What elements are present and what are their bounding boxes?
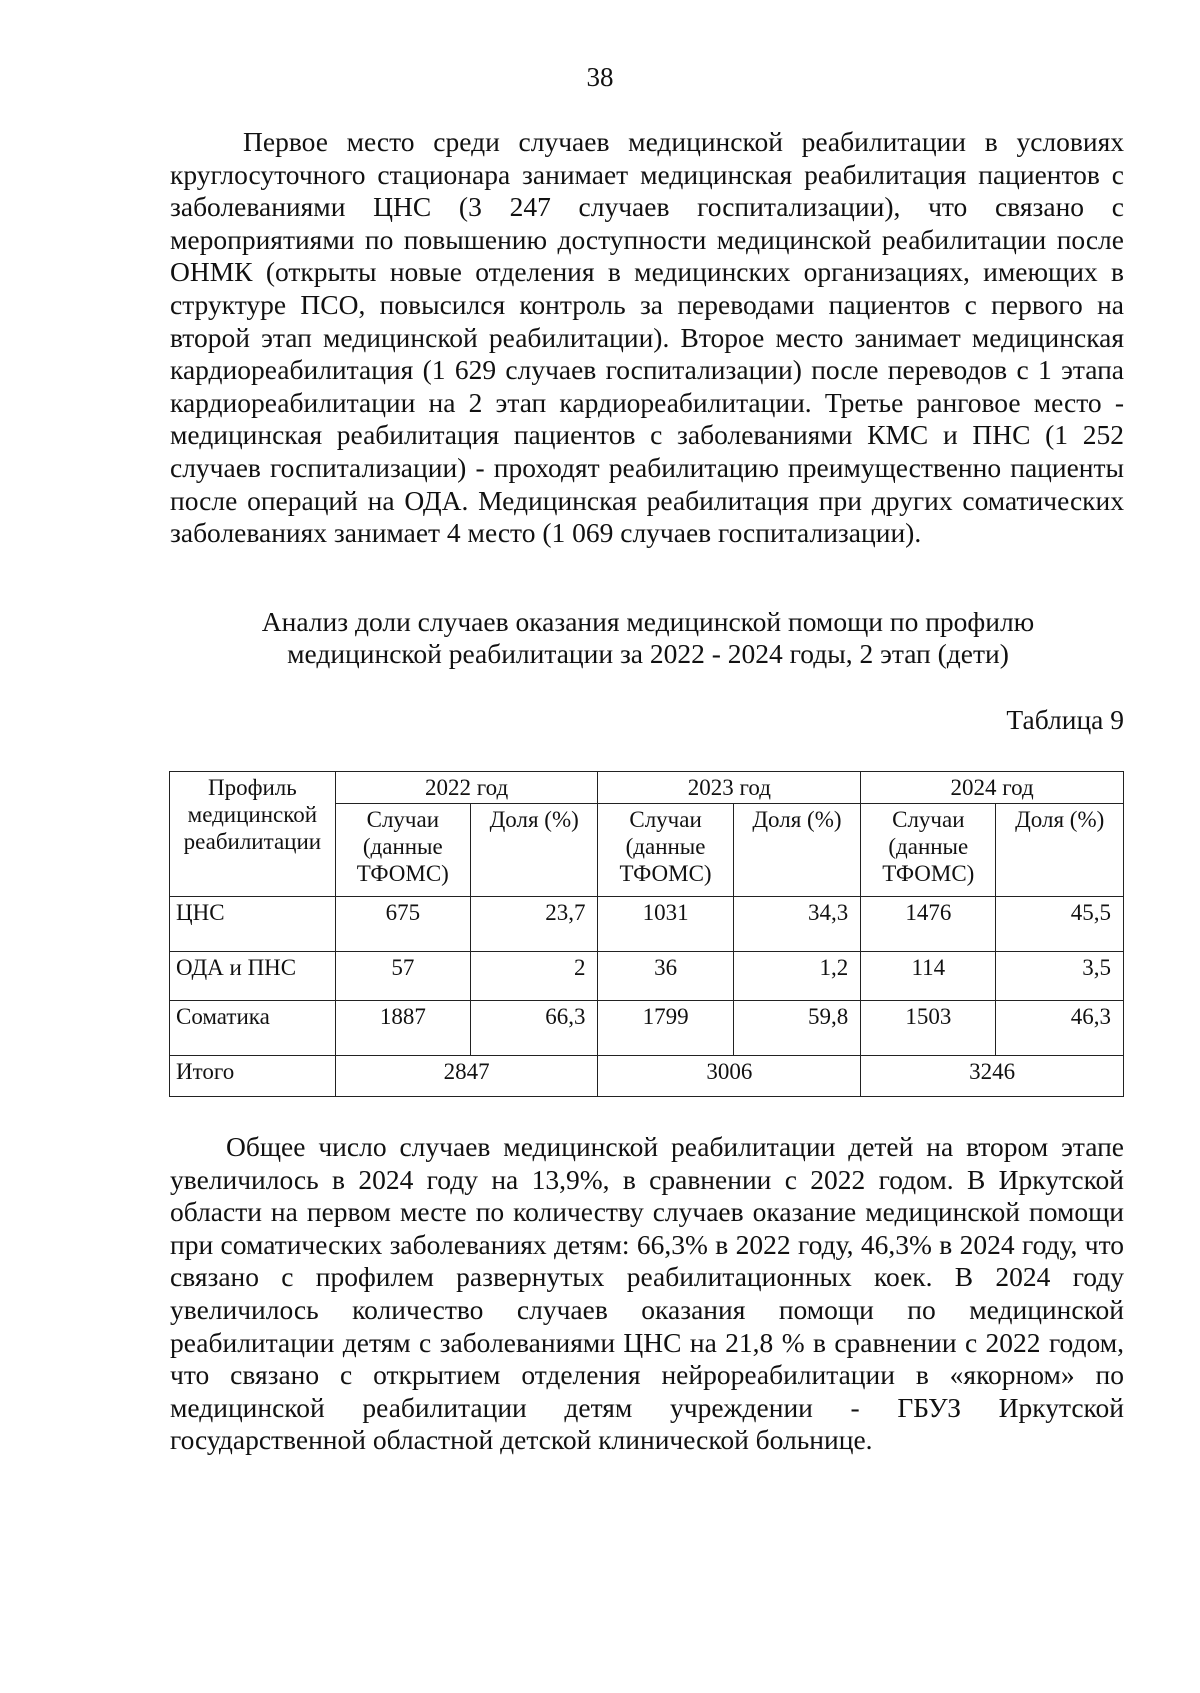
cell-share-2024: 46,3 xyxy=(996,1001,1124,1056)
cases-header-2022: Случаи (данные ТФОМС) xyxy=(335,804,470,897)
section-title-line-1: Анализ доли случаев оказания медицинской помощи по профилю xyxy=(261,606,1035,637)
cell-share-2022: 66,3 xyxy=(470,1001,598,1056)
cell-share-2023: 59,8 xyxy=(733,1001,861,1056)
cell-cases-2024: 1476 xyxy=(861,897,996,952)
table-total-row xyxy=(170,1056,1124,1097)
year-header-2022: 2022 год xyxy=(335,772,598,804)
cell-cases-2022: 1887 xyxy=(335,1001,470,1056)
share-header-2024: Доля (%) xyxy=(996,804,1124,897)
cell-share-2024: 3,5 xyxy=(996,952,1124,1001)
cell-share-2022: 23,7 xyxy=(470,897,598,952)
row-label: ОДА и ПНС xyxy=(170,952,336,1001)
table-caption: Таблица 9 xyxy=(1006,704,1124,735)
row-label: ЦНС xyxy=(170,897,336,952)
cell-cases-2023: 36 xyxy=(598,952,733,1001)
share-header-2022: Доля (%) xyxy=(470,804,598,897)
table-row xyxy=(170,1001,1124,1056)
section-title xyxy=(200,606,1096,670)
total-2024: 3246 xyxy=(861,1056,1124,1097)
total-label: Итого xyxy=(170,1056,336,1097)
cell-cases-2024: 114 xyxy=(861,952,996,1001)
cell-cases-2022: 57 xyxy=(335,952,470,1001)
year-header-2023: 2023 год xyxy=(598,772,861,804)
profile-header-cell: Профиль медицинской реабилитации xyxy=(170,772,336,897)
table-row xyxy=(170,897,1124,952)
paragraph-children-rehab-summary: Общее число случаев медицинской реабилитации детей на втором этапе увеличилось в 2024 году на 13,9%, в сравнении с 2022 годом. В Иркутской области на первом месте по количеству случаев оказание медицинской помощи при соматических заболеваниях детям: 66,3% в 2022 году, 46,3% в 2024 году, что связано с профилем развернутых реабилитационных коек. В 2024 году увеличилось количество случаев оказания помощи по медицинской реабилитации детям с заболеваниями ЦНС на 21,8 % в сравнении с 2022 годом, что связано с открытием отделения нейрореабилитации в «якорном» по медицинской реабилитации детям учреждении - ГБУЗ Иркутской государственной областной детской клинической больнице. xyxy=(170,1131,1124,1456)
page-number: 38 xyxy=(586,62,614,92)
cases-header-2023: Случаи (данные ТФОМС) xyxy=(598,804,733,897)
total-2022: 2847 xyxy=(335,1056,598,1097)
cell-share-2024: 45,5 xyxy=(996,897,1124,952)
share-header-2023: Доля (%) xyxy=(733,804,861,897)
table-header-row-years xyxy=(170,772,1124,804)
year-header-2024: 2024 год xyxy=(861,772,1124,804)
rehab-share-table xyxy=(169,771,1124,1097)
cell-share-2023: 1,2 xyxy=(733,952,861,1001)
cell-cases-2024: 1503 xyxy=(861,1001,996,1056)
cases-header-2024: Случаи (данные ТФОМС) xyxy=(861,804,996,897)
section-title-line-2: медицинской реабилитации за 2022 - 2024 годы, 2 этап (дети) xyxy=(287,638,1009,669)
table-row xyxy=(170,952,1124,1001)
cell-cases-2023: 1031 xyxy=(598,897,733,952)
paragraph-rehab-ranking: Первое место среди случаев медицинской реабилитации в условиях круглосуточного стационара занимает медицинская реабилитация пациентов с заболеваниями ЦНС (3 247 случаев госпитализации), что связано с мероприятиями по повышению доступности медицинской реабилитации после ОНМК (открыты новые отделения в медицинских организациях, имеющих в структуре ПСО, повысился контроль за переводами пациентов с первого на второй этап медицинской реабилитации). Второе место занимает медицинская кардиореабилитация (1 629 случаев госпитализации) после переводов с 1 этапа кардиореабилитации на 2 этап кардиореабилитации. Третье ранговое место - медицинская реабилитация пациентов с заболеваниями КМС и ПНС (1 252 случаев госпитализации) - проходят реабилитацию преимущественно пациенты после операций на ОДА. Медицинская реабилитация при других соматических заболеваниях занимает 4 место (1 069 случаев госпитализации). xyxy=(170,126,1124,549)
cell-cases-2023: 1799 xyxy=(598,1001,733,1056)
row-label: Соматика xyxy=(170,1001,336,1056)
cell-share-2022: 2 xyxy=(470,952,598,1001)
cell-cases-2022: 675 xyxy=(335,897,470,952)
total-2023: 3006 xyxy=(598,1056,861,1097)
cell-share-2023: 34,3 xyxy=(733,897,861,952)
